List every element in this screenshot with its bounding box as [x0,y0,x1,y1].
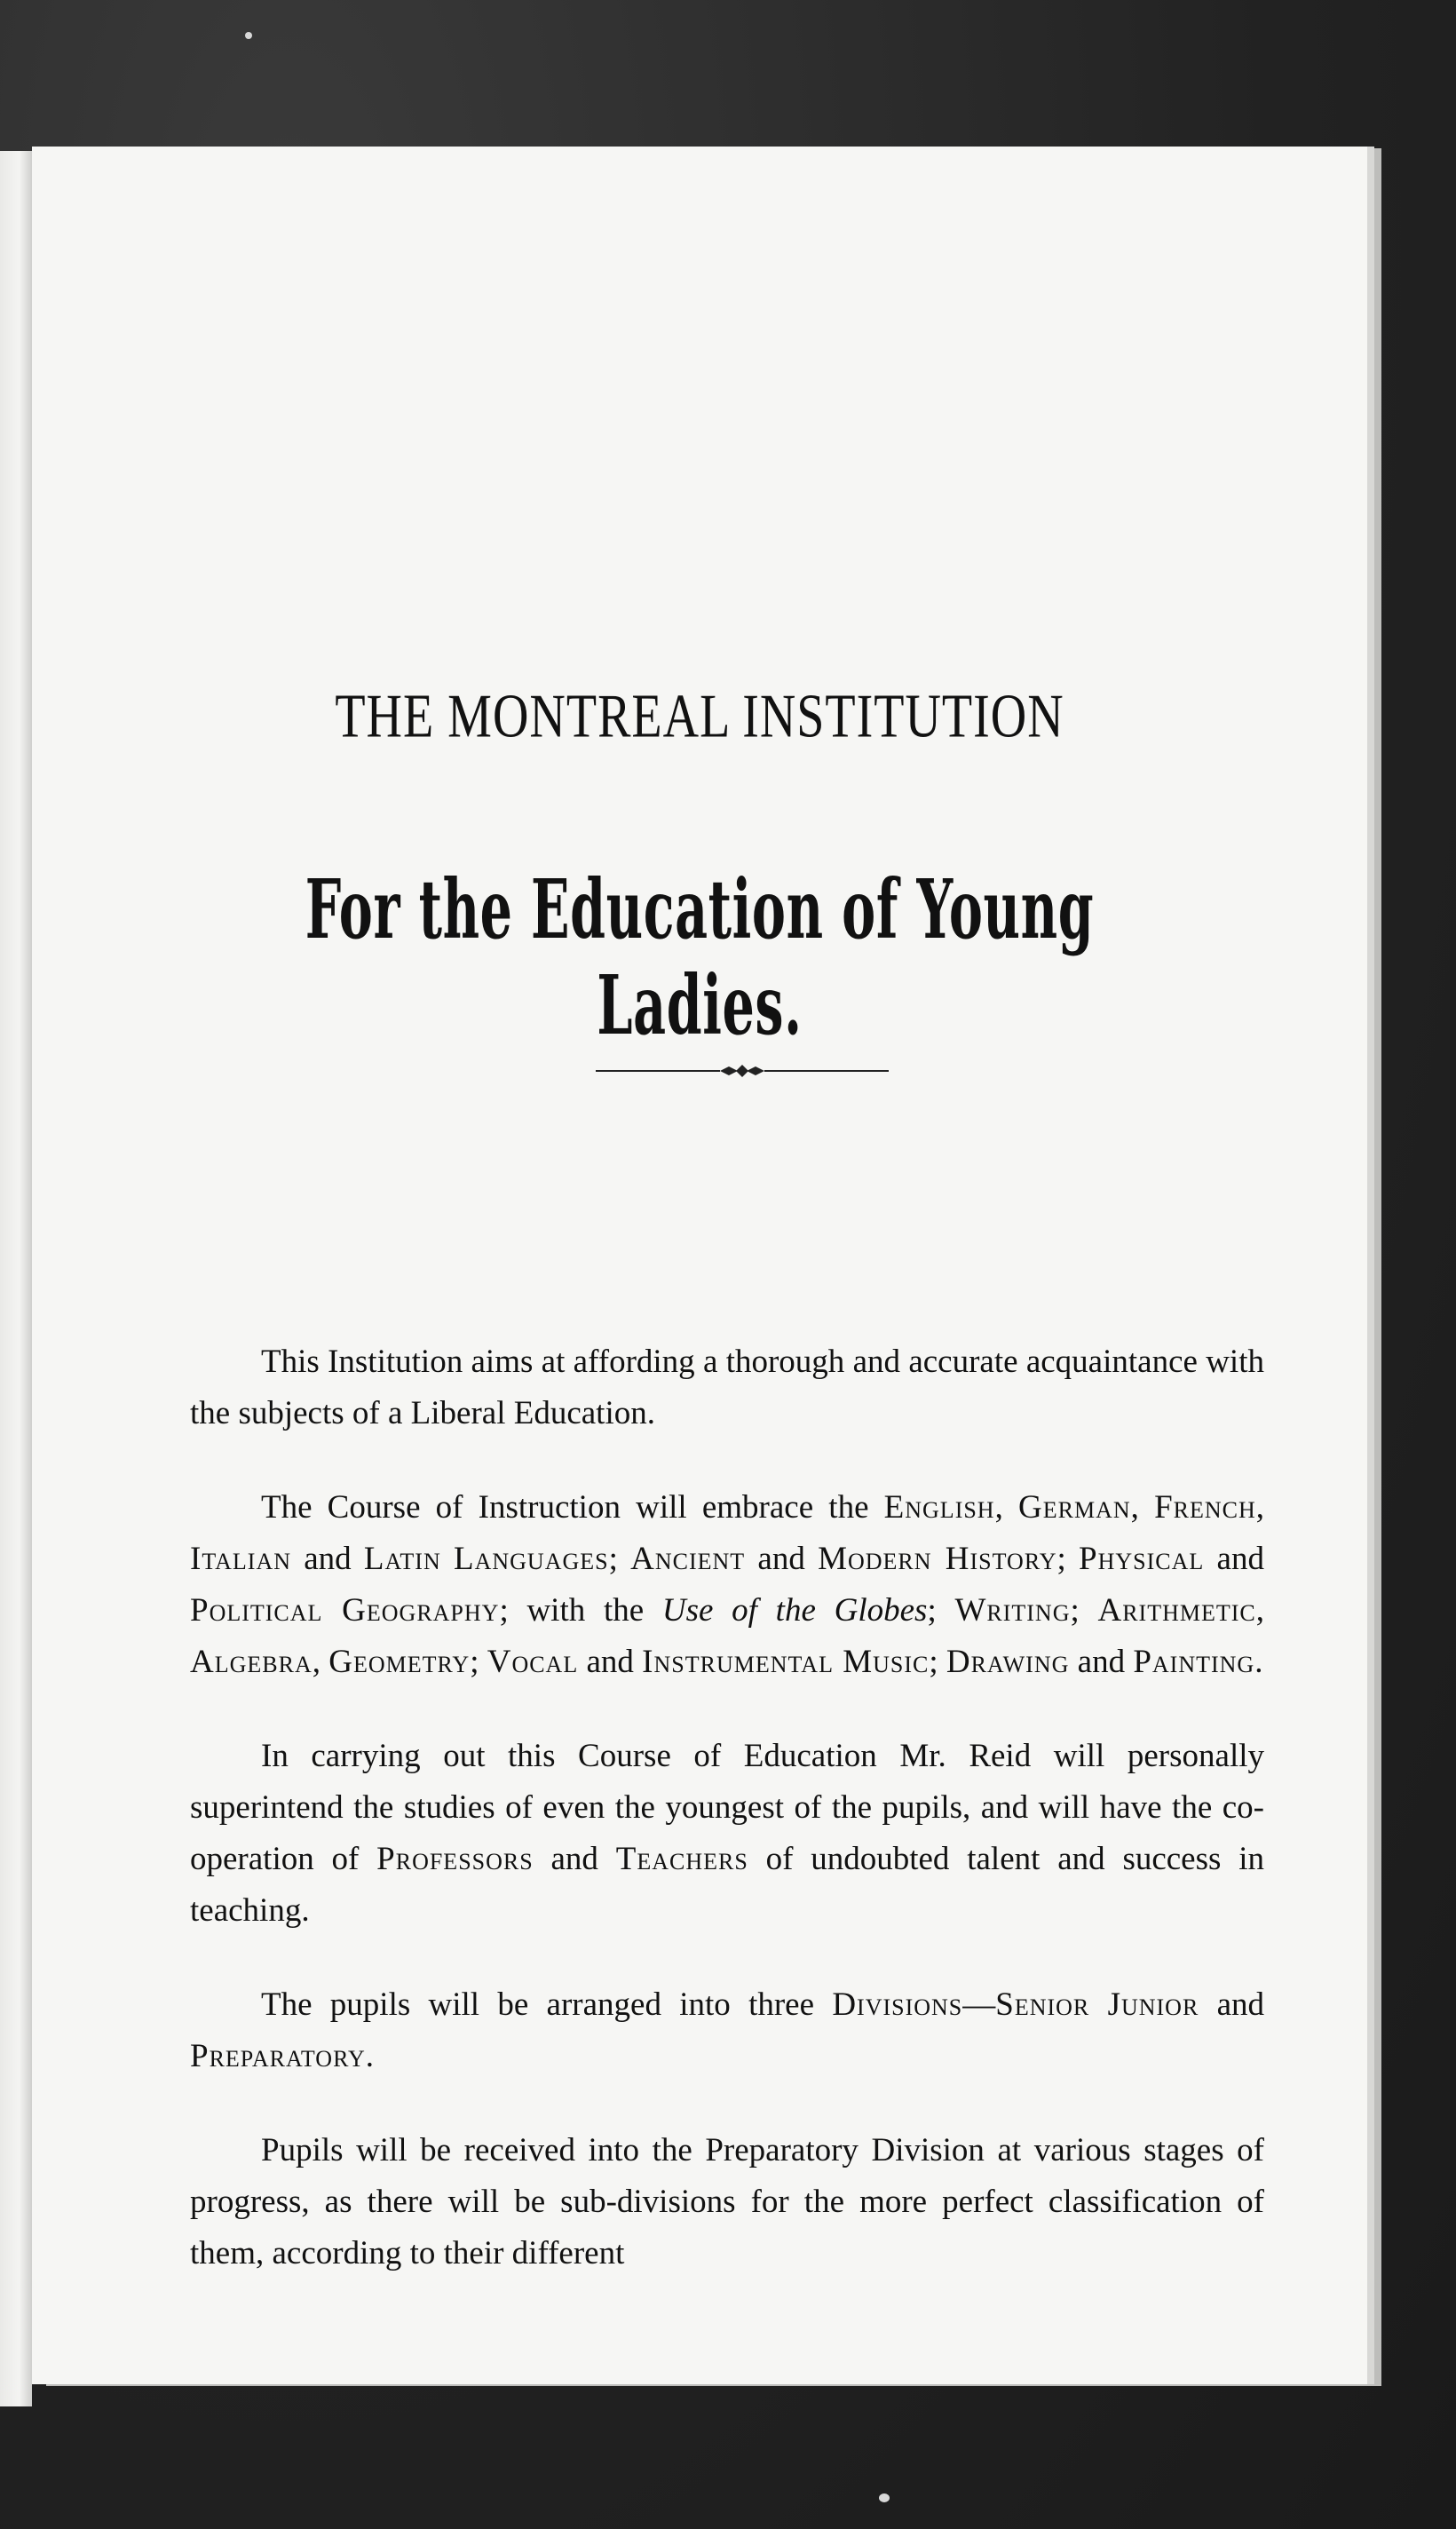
page-title: THE MONTREAL INSTITUTION [335,682,1064,751]
paragraph-course: The Course of Instruction will embrace the English, German, French, Italian and Latin Languages; Ancient and Modern History; Physical and Political Geography; with the Use of the Globes; Writing; Arithmetic, Algebra, Geometry; Vocal and Instrumental Music; Drawing and Painting. [190,1489,1265,1680]
previous-page-edge [0,151,32,2406]
page-subtitle: For the Education of Young Ladies. [305,861,1095,1053]
book-page [32,147,1367,2384]
dust-speck [245,32,252,39]
body-text [190,1336,1264,2322]
paragraph-superintend: In carrying out this Course of Education Mr. Reid will personally superintend the studies of even the youngest of the pupils, and will have the co-operation of Professors and Teachers of undoubted talent and success in teaching. [190,1738,1264,1929]
paragraph-aims: This Institution aims at affording a thorough and accurate acquaintance with the subjects of a Liberal Education. [190,1344,1264,1431]
paragraph-divisions: The pupils will be arranged into three Divisions—Senior Junior and Preparatory. [190,1986,1264,2074]
ornamental-rule [596,1061,889,1081]
dust-speck [879,2493,890,2502]
paragraph-preparatory: Pupils will be received into the Preparatory Division at various stages of progress, as there will be sub-divisions for the more perfect classification of them, according to their different [190,2132,1264,2271]
